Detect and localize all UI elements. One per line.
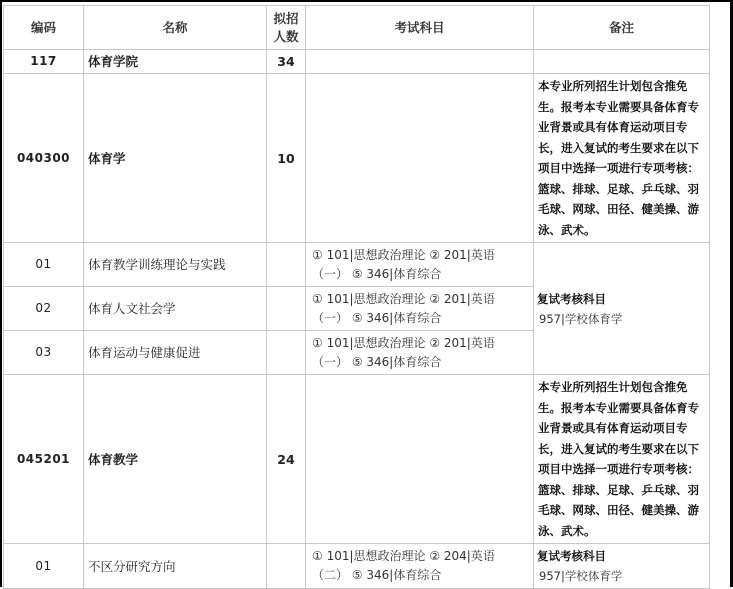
major1-name: 体育学 bbox=[84, 74, 267, 243]
retest2-note bbox=[534, 544, 710, 589]
dir03-exam bbox=[306, 331, 534, 375]
retest2-title: 复试考核科目 bbox=[537, 549, 606, 563]
table-row bbox=[4, 50, 710, 74]
dir02-count-empty bbox=[267, 287, 306, 331]
admission-table bbox=[3, 5, 710, 589]
dir02-exam bbox=[306, 287, 534, 331]
dir01-name: 体育教学训练理论与实践 bbox=[84, 243, 267, 287]
dir02-exam-line2: （一） ⑤ 346|体育综合 bbox=[312, 310, 442, 325]
college-note-empty bbox=[534, 50, 710, 74]
dir02-code: 02 bbox=[4, 287, 84, 331]
table-row bbox=[4, 74, 710, 243]
major1-count: 10 bbox=[267, 74, 306, 243]
retest2-subject: 957|学校体育学 bbox=[539, 569, 623, 583]
college-exam-empty bbox=[306, 50, 534, 74]
college-count: 34 bbox=[267, 50, 306, 74]
dir01-count-empty bbox=[267, 243, 306, 287]
dir01-exam-line2: （一） ⑤ 346|体育综合 bbox=[312, 266, 442, 281]
header-plan-line1: 拟招 bbox=[273, 10, 299, 26]
table-row bbox=[4, 544, 710, 589]
dir01-code: 01 bbox=[4, 243, 84, 287]
header-row bbox=[4, 6, 710, 50]
college-name: 体育学院 bbox=[84, 50, 267, 74]
header-code: 编码 bbox=[4, 6, 84, 50]
major2-name: 体育教学 bbox=[84, 375, 267, 544]
dir03-exam-line2: （一） ⑤ 346|体育综合 bbox=[312, 354, 442, 369]
retest1-note bbox=[534, 243, 710, 375]
dir04-count-empty bbox=[267, 544, 306, 589]
major1-note: 本专业所列招生计划包含推免生。报考本专业需要具备体育专业背景或具有体育运动项目专长，进入复试的考生要求在以下项目中选择一项进行专项考核：篮球、排球、足球、乒乓球、羽毛球、网球、田径、健美操、游泳、武术。 bbox=[534, 74, 710, 243]
dir01-exam bbox=[306, 243, 534, 287]
dir04-code: 01 bbox=[4, 544, 84, 589]
dir03-code: 03 bbox=[4, 331, 84, 375]
dir03-count-empty bbox=[267, 331, 306, 375]
major2-count: 24 bbox=[267, 375, 306, 544]
dir04-name: 不区分研究方向 bbox=[84, 544, 267, 589]
header-name: 名称 bbox=[84, 6, 267, 50]
dir01-exam-line1: ① 101|思想政治理论 ② 201|英语 bbox=[312, 247, 495, 262]
dir04-exam bbox=[306, 544, 534, 589]
college-code: 117 bbox=[4, 50, 84, 74]
header-note: 备注 bbox=[534, 6, 710, 50]
major2-note: 本专业所列招生计划包含推免生。报考本专业需要具备体育专业背景或具有体育运动项目专长，进入复试的考生要求在以下项目中选择一项进行专项考核：篮球、排球、足球、乒乓球、羽毛球、网球、田径、健美操、游泳、武术。 bbox=[534, 375, 710, 544]
table-row bbox=[4, 375, 710, 544]
major1-code: 040300 bbox=[4, 74, 84, 243]
header-exam: 考试科目 bbox=[306, 6, 534, 50]
header-plan bbox=[267, 6, 306, 50]
dir03-name: 体育运动与健康促进 bbox=[84, 331, 267, 375]
retest1-subject: 957|学校体育学 bbox=[539, 311, 623, 326]
retest1-title: 复试考核科目 bbox=[537, 291, 606, 306]
dir03-exam-line1: ① 101|思想政治理论 ② 201|英语 bbox=[312, 335, 495, 350]
major1-exam-empty bbox=[306, 74, 534, 243]
dir02-name: 体育人文社会学 bbox=[84, 287, 267, 331]
dir02-exam-line1: ① 101|思想政治理论 ② 201|英语 bbox=[312, 291, 495, 306]
header-plan-line2: 人数 bbox=[273, 28, 299, 44]
major2-code: 045201 bbox=[4, 375, 84, 544]
dir04-exam-line2: （二） ⑤ 346|体育综合 bbox=[312, 568, 442, 582]
major2-exam-empty bbox=[306, 375, 534, 544]
dir04-exam-line1: ① 101|思想政治理论 ② 204|英语 bbox=[312, 549, 495, 563]
table-row bbox=[4, 243, 710, 287]
